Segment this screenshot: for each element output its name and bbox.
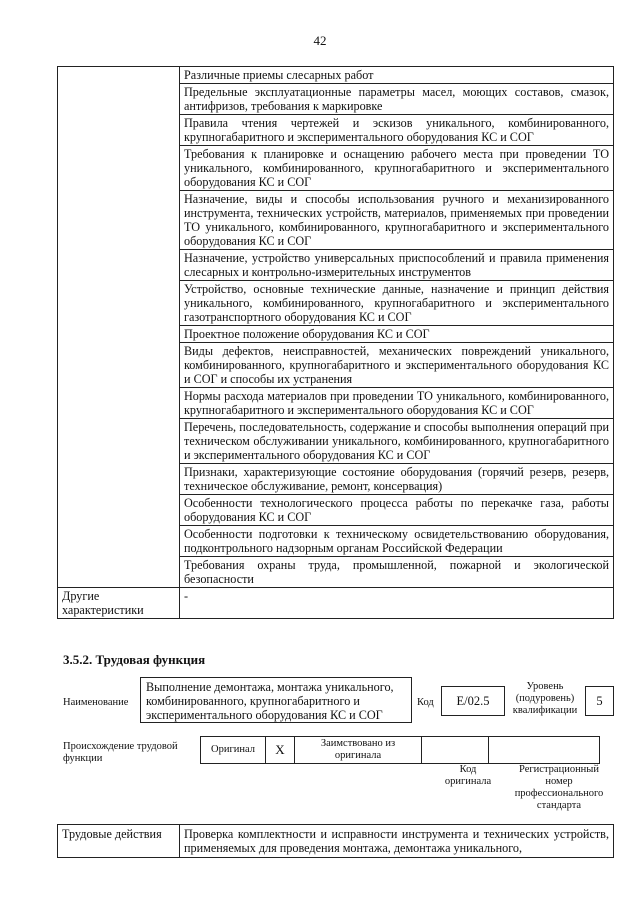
- original-mark: X: [266, 737, 295, 764]
- other-characteristics-label: Другие характеристики: [58, 588, 180, 619]
- requirements-table: [57, 66, 614, 619]
- requirement-item: Особенности подготовки к техническому освидетельствованию оборудования, подконтрольного надзорным органам Российской Федерации: [180, 526, 614, 557]
- reg-caption: Регистрационный номер профессионального стандарта: [514, 764, 604, 811]
- name-label: Наименование: [63, 697, 129, 708]
- requirement-item: Различные приемы слесарных работ: [180, 67, 614, 84]
- requirement-item: Признаки, характеризующие состояние оборудования (горячий резерв, резерв, техническое обслуживание, ремонт, консервация): [180, 464, 614, 495]
- other-characteristics-row: [58, 588, 614, 619]
- page-number: 42: [313, 33, 327, 48]
- requirements-left-cell: [58, 67, 180, 588]
- requirement-item: Нормы расхода материалов при проведении ТО уникального, комбинированного, крупногабаритного и экспериментального оборудования КС и СОГ: [180, 388, 614, 419]
- requirement-item: Правила чтения чертежей и эскизов уникального, комбинированного, крупногабаритного и экспериментального оборудования КС и СОГ: [180, 115, 614, 146]
- requirement-item: Перечень, последовательность, содержание и способы выполнения операций при техническом обслуживании уникального, комбинированного, крупногабаритного и экспериментального оборудования КС и СОГ: [180, 419, 614, 464]
- original-label: Оригинал: [201, 737, 266, 764]
- requirement-item: Требования охраны труда, промышленной, пожарной и экологической безопасности: [180, 557, 614, 588]
- requirement-item: Виды дефектов, неисправностей, механических повреждений уникального, комбинированного, крупногабаритного и экспериментального оборудования КС и СОГ и способы их устранения: [180, 343, 614, 388]
- reg-number-cell: [489, 737, 600, 764]
- requirement-item: Предельные эксплуатационные параметры масел, моющих составов, смазок, антифризов, требования к маркировке: [180, 84, 614, 115]
- requirement-item: Назначение, устройство универсальных приспособлений и правила применения слесарных и контрольно-измерительных инструментов: [180, 250, 614, 281]
- requirement-row: [58, 67, 614, 84]
- origin-table: [200, 736, 600, 764]
- code-caption: Код оригинала: [444, 764, 492, 787]
- origin-label: Происхождение трудовой функции: [63, 741, 178, 764]
- original-code-cell: [422, 737, 489, 764]
- requirement-item: Проектное положение оборудования КС и СОГ: [180, 326, 614, 343]
- borrowed-label: Заимствовано из оригинала: [295, 737, 422, 764]
- section-title: 3.5.2. Трудовая функция: [63, 652, 206, 667]
- requirement-item: Особенности технологического процесса работы по перекачке газа, работы оборудования КС и СОГ: [180, 495, 614, 526]
- actions-value: Проверка комплектности и исправности инструмента и технических устройств, применяемых для проведения монтажа, демонтажа уникального,: [180, 825, 614, 858]
- code-label: Код: [417, 697, 434, 708]
- level-box: 5: [585, 686, 614, 716]
- requirement-item: Назначение, виды и способы использования ручного и механизированного инструмента, технических устройств, материалов, применяемых при проведении ТО уникального, комбинированного, крупногабаритного и экспериментального оборудования КС и СОГ: [180, 191, 614, 250]
- requirement-item: Требования к планировке и оснащению рабочего места при проведении ТО уникального, комбинированного, крупногабаритного и экспериментального оборудования КС и СОГ: [180, 146, 614, 191]
- level-label: Уровень (подуровень) квалификации: [512, 681, 578, 716]
- requirement-item: Устройство, основные технические данные, назначение и принцип действия уникального, комбинированного, крупногабаритного и экспериментального газотранспортного оборудования КС и СОГ: [180, 281, 614, 326]
- other-characteristics-value: -: [180, 588, 614, 619]
- function-code-box: E/02.5: [441, 686, 505, 716]
- actions-label: Трудовые действия: [58, 825, 180, 858]
- function-name-box: Выполнение демонтажа, монтажа уникального, комбинированного, крупногабаритного и экспериментального оборудования КС и СОГ: [140, 677, 412, 723]
- actions-table: [57, 824, 614, 858]
